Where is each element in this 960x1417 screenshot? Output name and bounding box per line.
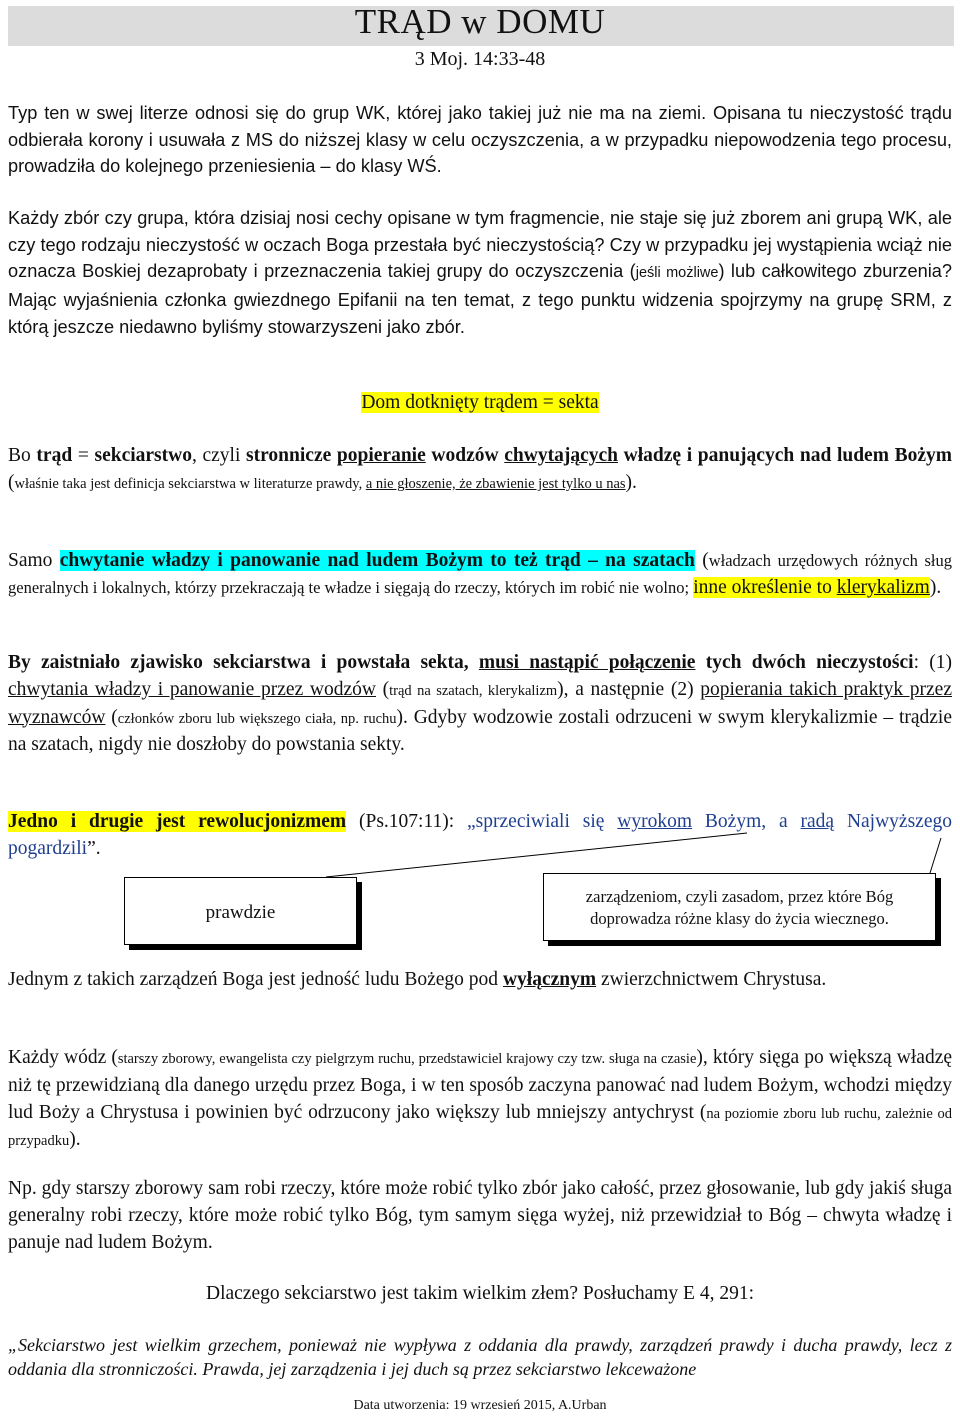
- p4-t3: (: [694, 550, 709, 571]
- paragraph-leader: [8, 1045, 952, 1155]
- p5-t7: trąd na szatach, klerykalizm: [389, 682, 558, 699]
- page-subtitle: 3 Moj. 14:33-48: [414, 48, 546, 70]
- p3-t5: , czyli: [191, 445, 247, 466]
- callout-right: [543, 873, 936, 941]
- p7-t2: wyłącznym: [502, 969, 597, 990]
- section-heading-wrap: [8, 390, 952, 417]
- p5-t11: członków zboru lub większego ciała, np. ruchu: [117, 710, 397, 727]
- paragraph-power-grab: [8, 548, 952, 602]
- paragraph-intro: Typ ten w swej literze odnosi się do grup WK, której jako takiej już nie ma na ziemi. Opisana tu nieczystość trądu odbierała korony i usuwała z MS do niższej klasy w celu oczyszczenia, a w przypadku niepowodzenia tego procesu, prowadziła do kolejnego przeniesienia – do klasy WŚ.: [8, 103, 952, 177]
- p4-t2: chwytanie władzy i panowanie nad ludem Bożym to też trąd – na szatach: [59, 550, 695, 571]
- p5-t4: : (1): [913, 652, 952, 673]
- p6-t2: (Ps.107:11):: [346, 811, 468, 832]
- p3-t4: sekciarstwo: [94, 445, 192, 466]
- p3-t15: (: [8, 471, 15, 493]
- p5-t8: ), a następnie (2): [557, 678, 701, 700]
- p3-t8: popieranie: [336, 445, 426, 466]
- p6-t8: ”.: [87, 837, 101, 859]
- p5-t5: chwytania władzy i panowanie przez wodzów: [8, 678, 376, 700]
- p2-e: Mając wyjaśnienia członka gwiezdnego Epifanii na ten temat, z tego punktu widzenia spojrzymy na grupę SRM, z którą jeszcze niedawno byliśmy stowarzyszeni jako zbór.: [8, 290, 952, 337]
- p5-t10: (: [105, 706, 118, 728]
- p3-t2: trąd: [36, 445, 73, 466]
- p3-t12: chwytających: [504, 445, 618, 466]
- p5-t6: (: [375, 678, 390, 700]
- section-heading: Dom dotknięty trądem = sekta: [361, 392, 599, 413]
- p3-t18: ).: [625, 471, 637, 493]
- p3-t16: właśnie taka jest definicja sekciarstwa w literaturze prawdy,: [14, 475, 366, 492]
- p3-t17: a nie głoszenie, że zbawienie jest tylko u nas: [365, 475, 626, 492]
- p3-t10: wodzów: [431, 445, 499, 466]
- p5-t12: ). Gdyby wodzowie zostali odrzuceni w swym klerykalizmie – trądzie na szatach, nigdy nie doszłoby do powstania sekty.: [8, 706, 952, 756]
- p8-t5: ).: [69, 1129, 81, 1151]
- p5-t9: popierania takich praktyk przez wyznawców: [8, 678, 952, 728]
- quote-text: „Sekciarstwo jest wielkim grzechem, ponieważ nie wypływa z oddania dla prawdy, zarządzeń prawdy i ducha prawdy, lecz z oddania dla stronniczości. Prawda, jej zarządzenia i jej duch są przez sekciarstwo lekceważone: [8, 1335, 952, 1379]
- p2-d: ) lub całkowitego zburzenia?: [718, 261, 953, 282]
- p7-t3: zwierzchnictwem Chrystusa.: [596, 969, 827, 990]
- p4-t6: klerykalizm: [836, 576, 930, 598]
- p4-t4: władzach urzędowych różnych sług generalnych i lokalnych, którzy przekraczają te władze i sięgają do rzeczy, których im robić nie wolno;: [8, 551, 953, 597]
- paragraph-unity: [8, 967, 952, 994]
- callout-left-text: prawdzie: [205, 902, 276, 923]
- p5-t2: musi nastąpić połączenie: [478, 652, 696, 673]
- p3-t1: Bo: [8, 445, 37, 466]
- p4-t5: inne określenie to: [693, 576, 837, 598]
- page-title: TRĄD w DOMU: [354, 2, 606, 41]
- callout-right-text: zarządzeniom, czyli zasadom, przez które Bóg doprowadza różne klasy do życia wiecznego.: [585, 887, 894, 928]
- p5-t3: tych dwóch nieczystości: [695, 652, 914, 673]
- p8-t3: ), który sięga po większą władzę niż tę przewidzianą dla danego urzędu przez Boga, i w ten sposób zaczyna panować nad ludem Bożym, wchodzi między lud Boży a Chrystusa i powinien być odrzucony jako większy lub mniejszy antychryst (: [8, 1047, 952, 1123]
- p6-t4: wyrokom: [617, 811, 693, 832]
- p8-t1: Każdy wódz (: [8, 1047, 118, 1068]
- p2-a: Każdy zbór czy grupa, która dzisiaj nosi cechy opisane w tym fragmencie, nie staje się już zborem ani grupą WK, ale czy tego rodzaju nieczystość w oczach Boga przestała być nieczystością?: [8, 208, 952, 255]
- p5-t1: By zaistniało zjawisko sekciarstwa i powstała sekta,: [8, 652, 479, 673]
- paragraph-sect-definition: [8, 443, 952, 498]
- p3-t3: =: [72, 445, 95, 466]
- p6-t5: Bożym, a: [692, 811, 801, 832]
- p8-t4: na poziomie zboru lub ruchu, zależnie od przypadku: [8, 1105, 953, 1150]
- p2-b: Czy w przypadku jej wystąpienia wciąż nie oznacza Boskiej dezaprobaty i przeznaczenia takiej grupy do oczyszczenia (: [8, 234, 952, 282]
- paragraph-question: [8, 205, 952, 341]
- p6-t6: radą: [800, 811, 835, 832]
- p3-t14: władzę i panujących nad ludem Bożym: [623, 445, 953, 466]
- footer-date: Data utworzenia: 19 wrzesień 2015, A.Urban: [353, 1398, 607, 1413]
- p6-t1: Jedno i drugie jest rewolucjonizmem: [8, 811, 347, 832]
- paragraph-two-impurities: [8, 650, 952, 759]
- paragraph-example: Np. gdy starszy zborowy sam robi rzeczy, które może robić tylko zbór jako całość, przez głosowanie, lub gdy jakiś sługa generalny robi rzeczy, które może robić tylko Bóg, tym samym sięga wyżej, niż przewidział to Bóg – chwyta władzę i panuje nad ludem Bożym.: [8, 1178, 952, 1253]
- p8-t2: starszy zborowy, ewangelista czy pielgrzym ruchu, przedstawiciel krajowy czy tzw. sługa na czasie: [117, 1051, 697, 1067]
- p7-t1: Jednym z takich zarządzeń Boga jest jedność ludu Bożego pod: [8, 969, 503, 990]
- p6-t3: „sprzeciwiali się: [467, 811, 618, 832]
- p4-t1: Samo: [8, 550, 60, 571]
- p6-t7: Najwyższego pogardzili: [8, 811, 952, 859]
- p4-t7: ).: [929, 576, 942, 598]
- paragraph-revolution: [8, 809, 952, 863]
- p3-t6: stronnicze: [246, 445, 332, 466]
- callout-left: [124, 877, 357, 945]
- p2-c: jeśli możliwe: [635, 265, 719, 282]
- question-line: Dlaczego sekciarstwo jest takim wielkim złem? Posłuchamy E 4, 291:: [205, 1283, 755, 1304]
